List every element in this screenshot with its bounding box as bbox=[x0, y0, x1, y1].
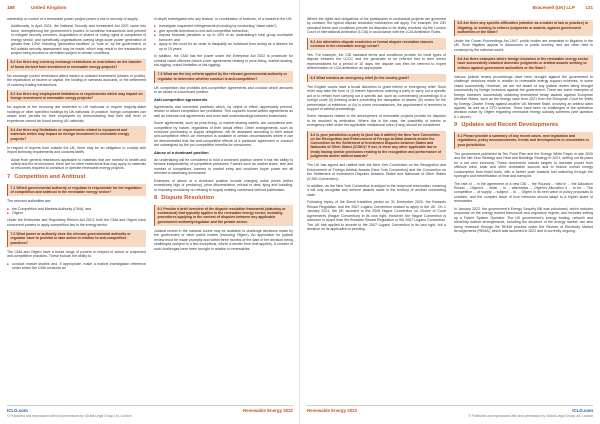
list-item: ■ Ofgem. bbox=[7, 211, 146, 215]
question-box: 8.3 What remains an emergency relief (in the courts) grant? bbox=[307, 74, 446, 82]
footer-publication: Renewable Energy 2022 bbox=[242, 408, 293, 413]
page-number: 131 bbox=[585, 5, 593, 10]
paragraph: No aspects of the economy are restricted to UK nationals or require majority-stake holdings or other specified holdings by UK nationals. In practice, foreign companies can obtain work permits for their employees by demonstrating that their skill level or experience cannot be found among UK nationals. bbox=[7, 105, 146, 123]
section-number: 9 bbox=[454, 122, 458, 129]
paragraph: Under the Crown Proceedings Act 1947, public bodies are amenable to litigation in the UK. Such litigation appear in disclosures to public scrutiny, and are often held in contempt by the national courts. bbox=[454, 38, 593, 52]
list-item: ■ give specific directions to end anti-competitive behaviour; bbox=[154, 29, 293, 33]
section-heading bbox=[154, 195, 293, 202]
column-1 bbox=[307, 17, 446, 402]
paragraph: Some measures related to the development of renewable projects provide for disputes to be resolved by arbitration. Where this is the case, the possibility of interim or emergency relief under the applicable institutional rules (if any) should be considered. bbox=[307, 114, 446, 128]
section-number: 8 bbox=[154, 195, 158, 202]
paragraph: In addition, as the New York Convention is subject to the reciprocal reservation, meaning it will only recognise and enforce awards made in the territory of another contracting state. bbox=[307, 183, 446, 197]
question-box: 8.4 Is your jurisdiction a party to (and has it ratified) the New York Convention on the Recognition and Enforcement of Foreign Arbitral Awards and/or the Convention on the Settlement of Investment Disputes between States and Nationals of Other States (ICSID)? If not, is there any other applicable law or treaty having similar provisions relating to the recognition and performance of judgments and/or arbitral awards? bbox=[307, 131, 446, 160]
page-footer bbox=[7, 405, 293, 420]
section-title: Competition and Antitrust bbox=[14, 173, 86, 180]
paragraph: Various judicial review proceedings have been brought against the government to challenge decisions made in relation to renewable energy support schemes, in some cases successfully. However, we are not aware of any judicial review being brought successfully by foreign investors against the government. There are some examples of foreign investors successfully obtaining investment treaty awards against European Member States, such as the energy case from 2021 from the European Court for Wells by Energy Charter Treaty against another UK Member State, involving an arbitral claim against, as well as a CFD scheme. There have been no challenges of the arbitration decision made by Ofgem regarding renewable energy subsidy schemes (see question 8.1 above). bbox=[454, 74, 593, 119]
bullet-list bbox=[154, 24, 293, 51]
column-2 bbox=[454, 17, 593, 402]
paragraph: ownership or control of a renewable power project poses a risk to security of supply. bbox=[7, 17, 139, 21]
paragraph: Aside from general restrictions applicable to materials that are harmful to health and safety and the environment, there are no other restrictions that may apply to materials or resources required to construct or operate renewable energy projects. bbox=[11, 157, 146, 171]
section-number: 7 bbox=[7, 173, 11, 180]
paragraph: Additionally, in April 2024, the National Security and Investment Act 2021 came into force, strengthening the government's powers to scrutinise transactions and prevent or mitigate security concerns. Acquisitions of shares or voting rights in companies of energy sector, and specifically organisations owning large-scale power generation of greater than 1GW, including "generation facilities" or "sole or" by the government, or fell outside security assessment may be made, which may result in the transaction or project being blocked or permitted subject to certain conditions. bbox=[11, 24, 146, 56]
footer-brand: ICLG.com bbox=[7, 408, 28, 413]
paragraph: Examples of abuse of a dominant position include charging unfair prices (either excessively high or predatory), price discrimination, refusal to deal, tying and bundling, or imposing exclusivity on refusing to supply existing customers without justification. bbox=[154, 178, 293, 192]
question-box: 8.3 Are there any employment limitations or requirements which may impact on foreign investment in renewable energy projects? bbox=[7, 90, 146, 102]
content-columns bbox=[307, 17, 593, 402]
paragraph: Some agreements, such as price-fixing, or market-sharing cartels, are considered anti-competitive by nature, regardless of their actual effect. Other arrangements, such as exclusive purchasing or supply obligations, will be assessed according to their actual anti-competitive effect. An exemption is available in certain circumstances where it can be demonstrated that the anti-competitive effects of a particular agreement or conduct are outweighed by the pro-competitive benefits for consumers. bbox=[154, 121, 293, 148]
footer-rule bbox=[307, 405, 593, 406]
list-item: ■ impose financial penalties of up to 10% of an undertaking's total group worldwide turnover; and bbox=[154, 33, 293, 42]
paragraph: In January 2022, the government's Energy Security Bill was introduced, which includes proposals on the energy market framework and regulatory regime, and includes setting up a Future System Operator. The UK government's energy trading, network and electricity market arrangements, including the structure of the energy market, are also being reviewed through the REMA process under the Review of Electricity Market Arrangements (REMA), which was launched in 2022 and is currently ongoing. bbox=[454, 206, 593, 234]
question-box: 8.4 Are there any limitations or requirements related to equipment and materials which may impact on foreign investment in renewable energy projects? bbox=[7, 126, 146, 142]
section-title: Dispute Resolution bbox=[161, 195, 215, 202]
content-columns bbox=[7, 17, 293, 402]
question-box: 8.5 Are there any specific difficulties (whether as a matter of law or practice) in litigating, or seeking to enforce judgments or awards, against government authorities or the State? bbox=[454, 20, 593, 36]
list-item: ■ investigate suspected infringements (including by conducting "dawn raids"); bbox=[154, 24, 293, 28]
right-page bbox=[300, 0, 600, 424]
question-box: 8.2 Are there any currency exchange restrictions or restrictions on the transfer of funds derived from investment in renewable energy projects? bbox=[7, 59, 146, 71]
paragraph: No exchange control restrictions affect inward or outward investment (shares or profits), the repatriation of income or capital, the holding of overseas accounts, or the settlement of currency trading transactions. bbox=[7, 73, 146, 87]
paragraph: Following expiry of the Brexit transition period on 31 December 2020, the Brussels Recast Regulation and the 2007 Lugano Convention ceased to apply in the UK. On 1 January 2021, the UK acceded to the 2005 Hague Convention on Choice of Court Agreements (Hague Convention) in its own right. However, the Hague Convention is narrower in scope than the Brussels Recast Regulation or the 2007 Lugano Convention. The UK has applied to accede to the 2007 Lugano Convention in its own right, but a decision on its application is pending. bbox=[307, 200, 446, 232]
chapter-title: Bracewell (UK) LLP bbox=[532, 5, 575, 10]
paragraph: UK competition law prohibits anti-competitive agreements and conduct which amounts to an abuse of a dominant position. bbox=[154, 85, 293, 95]
paragraph: The relevant authorities are: bbox=[7, 199, 52, 204]
subheading: Abuse of a dominant position bbox=[154, 149, 209, 155]
page-number: 188 bbox=[7, 5, 15, 10]
question-box: 7.2 What power or authority does the relevant governmental authority or regulator have to prohibit or take action in relation to anti-competitive practices? bbox=[7, 230, 146, 246]
section-heading bbox=[454, 122, 593, 129]
footer-copyright: © Published and reproduced with kind permission by Global Legal Group Ltd, London bbox=[7, 414, 132, 418]
paragraph: Under the Enterprise and Regulatory Reform Act 2013, both the CMA and Ofgem have concurrent powers to apply competition law in the energy sector. bbox=[7, 218, 146, 227]
footer-publication: Renewable Energy 2022 bbox=[307, 408, 358, 413]
paragraph: The UK has signed and ratified both the New York Convention on the Recognition and Enforcement of Foreign Arbitral Awards (New York Convention) and the Convention on the Settlement of Investment Disputes between States and Nationals of Other States (ICSID Convention). bbox=[307, 163, 446, 181]
page-header bbox=[307, 5, 593, 14]
paragraph: The English courts have a broad discretion to grant interim or emergency relief. Such relief may take the form of (i) interim injunctions ordering a party to carry out a specific act or to refrain from carrying out a specific act, such as commencing proceedings in a foreign court; (ii) freezing orders preventing the dissipation of assets; (iii) orders for the preservation of evidence; or (iv) in some circumstances, the appointment of receivers in support of arbitral proceedings. bbox=[307, 84, 446, 111]
paragraph: Yes. For example, the CfD standard terms and conditions provide for most types of dispute between the LCCC and the generator to be referred first to their senior representatives for a period of 10 days; the dispute can then be referred to expert determination or LCIA arbitration as appropriate. bbox=[307, 53, 446, 71]
paragraph: In respect of imports from outside the UK, there may be an obligation to comply with import licensing requirements and customs tariffs. bbox=[7, 145, 146, 155]
page-footer bbox=[307, 405, 593, 420]
section-title: Updates and Recent Developments bbox=[461, 122, 559, 129]
list-item: ■ apply to the court for an order to disqualify an individual from acting as a director for up to 15 years. bbox=[154, 42, 293, 51]
subheading: Anti-competitive agreements bbox=[154, 96, 208, 102]
paragraph: The CMA and Ofgem have a broad range of powers in respect of actual or suspected anti-competitive practices. These include the ability to: bbox=[7, 249, 146, 259]
chapter-title: United Kingdom bbox=[31, 5, 67, 10]
page-header bbox=[7, 5, 293, 14]
section-heading bbox=[7, 174, 146, 181]
list-item: ■ the Competition and Markets Authority (CMA); and bbox=[7, 207, 146, 211]
paragraph: The rate of ... in the agreement of a new CfD ... the Rounds ... held in ... the Allocation Round ... Ofgem's ... wider ... in ... alternative ... Ofgem's Allocation 4 ... to be ... The competitive ... of supply ... subject ... to ... Ofgem in its next wave of policy proposals to consider, and the complex issue of how networks should adapt to a higher share of renewables. bbox=[454, 181, 593, 204]
bullet-list bbox=[7, 207, 146, 216]
question-box: 9.1 Please provide a summary of any recent cases, new legislation and regulations, policy announcements, trends and developments in renewables in your jurisdiction. bbox=[454, 132, 593, 148]
footer-brand: ICLG.com bbox=[572, 408, 593, 413]
question-box: 8.6 Are there examples where foreign investors in the renewable energy sector have successfully obtained domestic judgments or arbitral awards seeking to enforce against government authorities or the State? bbox=[454, 55, 593, 71]
question-box: 7.3 What are the key criteria applied by the relevant governmental authority or regulator to determine whether conduct is anti-competitive? bbox=[154, 71, 293, 83]
footer-rule bbox=[7, 405, 293, 406]
paragraph: In addition, the CMA has the power under the Enterprise Act 2002 to prosecute for criminal cartel offences (which cover agreements relating to price-fixing, market-sharing, bid-rigging, output limitation or bid-rigging). bbox=[154, 54, 293, 68]
paragraph: in-depth investigation into any feature, or combination of features, of a market in the UK; bbox=[154, 17, 293, 21]
column-1 bbox=[7, 17, 146, 402]
bullet-list bbox=[7, 262, 146, 271]
paragraph: Agreements and concerted practices which, by object or effect, appreciably prevent, restrict or distort competition are prohibited. This captures formal written agreements as well as informal oral agreements and even tacit understandings between businesses. bbox=[154, 104, 293, 118]
question-box: 7.1 Which governmental authority or regulator is responsible for the regulation of competition and antitrust in the renewable energy sector? bbox=[7, 184, 146, 196]
question-box: 8.1 Provide a brief overview of the dispute resolution framework (statutory or contractual) that typically applies in the renewable energy sector, including procedures applying in the context of disputes between any applicable government authority/regulator and the private sector. bbox=[154, 205, 293, 226]
paragraph: The government published its Ten Point Plan and the Energy White Paper in late 2020 and the Net Zero Strategy and Heat and Buildings Strategy in 2021, setting out its plans for a net zero economy. These documents include targets to increase power from offshore wind, solar and other renewable sources and to reduce overall energy consumption from fossil fuels, with a further push towards fuel switching through the hydrogen and electrification of heat and transport. bbox=[454, 151, 593, 179]
question-box: 8.2 Are alternative dispute resolution or formal dispute resolution clauses common in the renewable energy sector? bbox=[307, 38, 446, 50]
column-2 bbox=[154, 17, 293, 402]
footer-copyright: © Published and reproduced with kind permission by Global Legal Group Ltd, London bbox=[468, 414, 593, 418]
paragraph: An undertaking will be considered to hold a dominant position where it has the ability to behave independently of competitive pressures. Factors such as market share, size and number of competitors, barriers to market entry and customer buyer power are all relevant to assessing dominance. bbox=[154, 157, 293, 176]
list-item: ■ conduct market studies and, if appropriate, make a market investigation reference under which the CMA conducts an bbox=[7, 262, 146, 271]
paragraph: Where the rights and obligations of the participants in contractual projects are governed by contract, the typical dispute resolution mechanism will apply. For example, the CfD standard terms and conditions provide for disputes to be finally resolved via the London Court of International Arbitration (LCIA) in accordance with the LCIA Arbitration Rules. bbox=[307, 17, 446, 35]
paragraph: Judicial review in the national courts may be available to challenge decisions made by the government or other public bodies (including Ofgem). An application for judicial review must be made promptly and within three months of the date of the decision being challenged (subject to a few exceptions, where a shorter time limit applies). A number of such challenges have been brought in relation to renewables. bbox=[154, 228, 293, 251]
